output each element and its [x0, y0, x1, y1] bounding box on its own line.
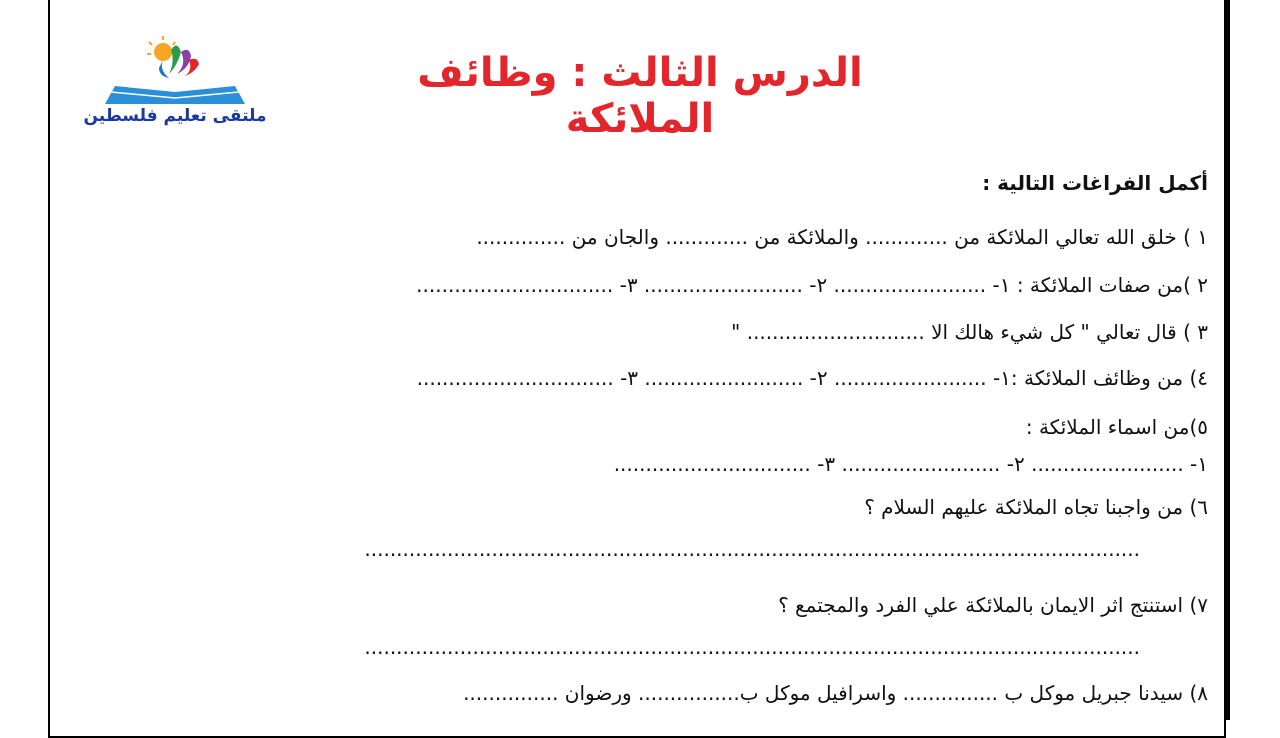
question-2: ٢ )من صفات الملائكة : ١- ........................ ٢- ......................... ٣- ...............................: [416, 273, 1208, 297]
open-book-icon: [105, 86, 245, 104]
question-5-items: ١- ........................ ٢- ......................... ٣- ...............................: [613, 452, 1208, 476]
question-5: ٥)من اسماء الملائكة :: [1025, 415, 1208, 439]
question-8: ٨) سيدنا جبريل موكل ب ............... واسرافيل موكل ب................ ورضوان ...............: [463, 681, 1208, 705]
question-6: ٦) من واجبنا تجاه الملائكة عليهم السلام ؟: [864, 495, 1208, 519]
instruction-heading: أكمل الفراغات التالية :: [982, 171, 1208, 195]
question-1: ١ ) خلق الله تعالي الملائكة من ............. والملائكة من ............. والجان من ..............: [476, 225, 1208, 249]
question-6-answer-line: ..........................................................................................................................: [364, 537, 1140, 561]
question-3: ٣ ) قال تعالي " كل شيء هالك الا ............................ ": [731, 320, 1208, 344]
question-7-answer-line: ..........................................................................................................................: [364, 635, 1140, 659]
sun-icon: [147, 36, 175, 61]
page-border-right: [1226, 0, 1230, 720]
page-title: الدرس الثالث : وظائف الملائكة: [417, 50, 863, 142]
question-4: ٤) من وظائف الملائكة :١- ........................ ٢- ......................... ٣- ...............................: [416, 366, 1208, 390]
question-7: ٧) استنتج اثر الايمان بالملائكة علي الفرد والمجتمع ؟: [778, 593, 1208, 617]
logo-text: ملتقى تعليم فلسطين: [83, 106, 267, 126]
